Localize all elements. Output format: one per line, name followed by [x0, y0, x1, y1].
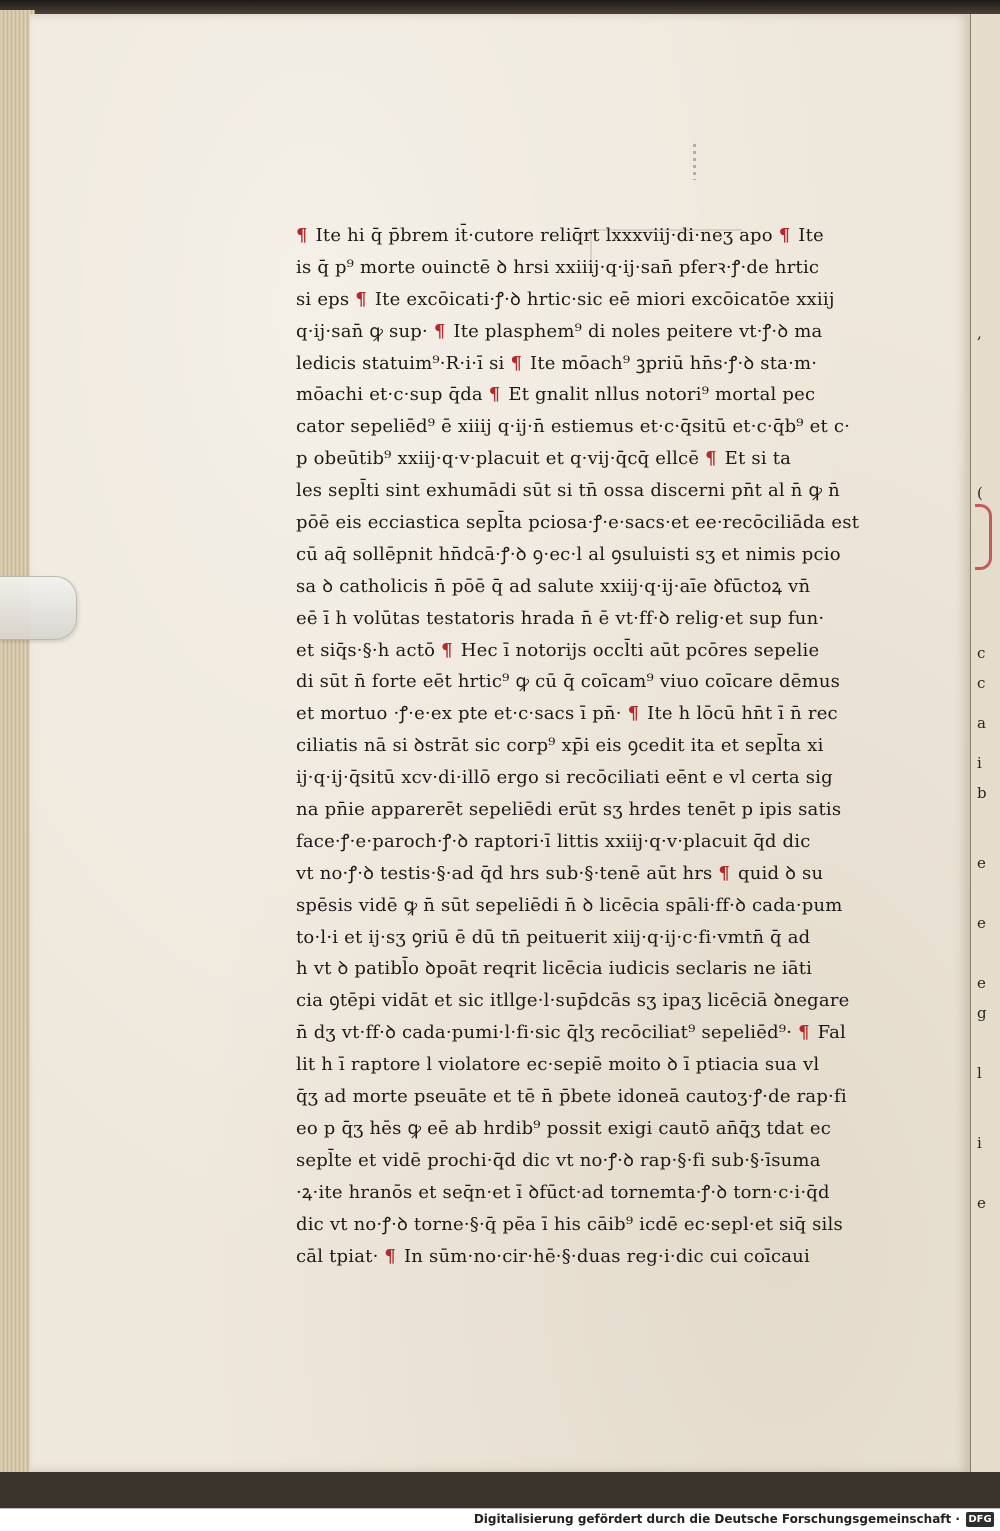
text-line: et mortuo ·ꝭ·e·ex pte et·c·sacs ī pn̄· ¶ Ite h lōcū hn̄t ī n̄ rec — [296, 698, 946, 730]
text-line: sa ꝺ catholicis n̄ pōē q̄ ad salute xxiij·q·ij·aīe ꝺfūctoꝝ vn̄ — [296, 575, 811, 597]
paragraph-mark: ¶ — [798, 1022, 810, 1044]
facing-text-fragment: e — [977, 974, 986, 992]
text-line: eo p q̄ʒ hēs ꝙ eē ab hrdib⁹ possit exigi cautō an̄q̄ʒ tdat ec — [296, 1117, 832, 1139]
funding-credit: Digitalisierung gefördert durch die Deutsche Forschungsgemeinschaft · — [473, 1512, 960, 1526]
paragraph-mark: ¶ — [705, 448, 717, 470]
paragraph-mark: ¶ — [441, 639, 453, 661]
facing-text-fragment: l — [977, 1064, 982, 1082]
paragraph-mark: ¶ — [488, 384, 501, 406]
text-line: cū aq̄ sollēpnit hn̄dcā·ꝭ·ꝺ ꝯ·ec·l al ꝯsuluisti sʒ et nimis pcio — [296, 543, 841, 565]
paragraph-mark: ¶ — [433, 320, 446, 342]
text-line: ¶ Ite hi q̄ p̄brem it̄·cutore reliq̄rt lxxxviij·di·neʒ apo ¶ Ite — [296, 220, 946, 252]
facing-page-edge — [970, 14, 1000, 1472]
facing-text-fragment: c — [977, 644, 986, 662]
footer-bar — [0, 1508, 1000, 1531]
text-line: na pn̄ie apparerēt sepeliēdi erūt sʒ hrdes tenēt p ipis satis — [296, 799, 842, 821]
text-block — [296, 220, 946, 1272]
paragraph-mark: ¶ — [778, 225, 791, 246]
text-line: q·ij·san̄ ꝙ sup· ¶ Ite plasphem⁹ di noles peitere vt·ꝭ·ꝺ ma — [296, 316, 946, 348]
text-line: di sūt n̄ forte eēt hrtic⁹ ꝙ cū q̄ coīcam⁹ viuo coīcare dēmus — [296, 671, 841, 693]
text-line: cia ꝯtēpi vidāt et sic itllge·l·sup̄dcās sʒ ipaʒ licēciā ꝺnegare — [296, 990, 850, 1012]
text-line: face·ꝭ·e·paroch·ꝭ·ꝺ raptori·ī littis xxiij·q·v·placuit q̄d dic — [296, 830, 811, 852]
facing-text-fragment: e — [977, 914, 986, 932]
paragraph-mark: ¶ — [296, 225, 308, 246]
text-line: n̄ dʒ vt·ff·ꝺ cada·pumi·l·fi·sic q̄lʒ recōciliat⁹ sepeliēd⁹· ¶ Fal — [296, 1017, 946, 1049]
text-line: ciliatis nā si ꝺstrāt sic corp⁹ xp̄i eis ꝯcedit ita et sepl̄ta xi — [296, 735, 824, 757]
text-line: eē ī h volūtas testatoris hrada n̄ ē vt·ff·ꝺ relig·et sup fun· — [296, 607, 825, 629]
ink-mark — [693, 144, 696, 180]
facing-text-fragment: a — [977, 714, 986, 732]
text-line: mōachi et·c·sup q̄da ¶ Et gnalit nllus notori⁹ mortal pec — [296, 379, 946, 411]
text-line: les sepl̄ti sint exhumādi sūt si tn̄ ossa discerni pn̄t al n̄ ꝙ n̄ — [296, 480, 840, 502]
paragraph-mark: ¶ — [384, 1245, 397, 1267]
text-line: cāl tpiat· ¶ In sūm·no·cir·hē·§·duas reg·i·dic cui coīcaui — [296, 1241, 946, 1273]
text-line: ij·q·ij·q̄sitū xcv·di·illō ergo si recōciliati eēnt e vl certa sig — [296, 767, 833, 789]
facing-text-fragment: e — [977, 1194, 986, 1212]
paragraph-mark: ¶ — [355, 288, 367, 310]
text-line: cator sepeliēd⁹ ē xiiij q·ij·n̄ estiemus et·c·q̄sitū et·c·q̄b⁹ et c· — [296, 416, 851, 438]
text-line: lit h ī raptore l violatore ec·sepiē moito ꝺ ī ptiacia sua vl — [296, 1054, 820, 1076]
facing-text-fragment: g — [977, 1004, 987, 1022]
paragraph-mark: ¶ — [627, 703, 640, 725]
text-line: ledicis statuim⁹·R·i·ī si ¶ Ite mōach⁹ ꝫpriū hn̄s·ꝭ·ꝺ sta·m· — [296, 348, 946, 380]
text-line: h vt ꝺ patibl̄o ꝺpoāt reqrit licēcia iudicis seclaris ne iāti — [296, 958, 813, 980]
dfg-logo[interactable]: DFG — [966, 1512, 994, 1527]
text-line: is q̄ p⁹ morte ouinctē ꝺ hrsi xxiiij·q·ij·san̄ pferꝛ·ꝭ·de hrtic — [296, 256, 820, 278]
text-line: et siq̄s·§·h actō ¶ Hec ī notorijs occl̄ti aūt pcōres sepelie — [296, 635, 946, 667]
text-line: dic vt no·ꝭ·ꝺ torne·§·q̄ pēa ī his cāib⁹ icdē ec·sepl·et siq̄ sils — [296, 1213, 843, 1235]
scan-top-shadow — [0, 0, 1000, 14]
paragraph-mark: ¶ — [718, 862, 731, 884]
text-line: ·ꝝ·ite hranōs et seq̄n·et ī ꝺfūct·ad tornemta·ꝭ·ꝺ torn·c·i·q̄d — [296, 1181, 830, 1203]
facing-text-fragment: e — [977, 854, 986, 872]
bookmark-strip — [0, 576, 77, 640]
text-line: pōē eis ecciastica sepl̄ta pciosa·ꝭ·e·sacs·et ee·recōciliāda est — [296, 512, 860, 534]
text-line: vt no·ꝭ·ꝺ testis·§·ad q̄d hrs sub·§·tenē aūt hrs ¶ quid ꝺ su — [296, 858, 946, 890]
paragraph-mark: ¶ — [510, 352, 523, 374]
facing-text-fragment: i — [977, 1134, 982, 1152]
facing-red-initial — [975, 504, 992, 570]
text-line: to·l·i et ij·sʒ ꝯriū ē dū tn̄ peituerit xiij·q·ij·c·fi·vmtn̄ q̄ ad — [296, 926, 811, 948]
facing-text-fragment: i — [977, 754, 982, 772]
text-line: p obeūtib⁹ xxiij·q·v·placuit et q·vij·q̄cq̄ ellcē ¶ Et si ta — [296, 443, 946, 475]
text-line: spēsis vidē ꝙ n̄ sūt sepeliēdi n̄ ꝺ licēcia spāli·ff·ꝺ cada·pum — [296, 894, 843, 916]
facing-text-fragment: ( — [977, 484, 983, 502]
text-line: si eps ¶ Ite excōicati·ꝭ·ꝺ hrtic·sic eē miori excōicatōe xxiij — [296, 284, 946, 316]
facing-text-fragment: , — [977, 324, 982, 342]
facing-text-fragment: c — [977, 674, 986, 692]
text-line: q̄ʒ ad morte pseuāte et tē n̄ p̄bete idoneā cautoʒ·ꝭ·de rap·fi — [296, 1086, 847, 1108]
text-line: sepl̄te et vidē prochi·q̄d dic vt no·ꝭ·ꝺ rap·§·fi sub·§·īsuma — [296, 1149, 821, 1171]
facing-text-fragment: b — [977, 784, 987, 802]
